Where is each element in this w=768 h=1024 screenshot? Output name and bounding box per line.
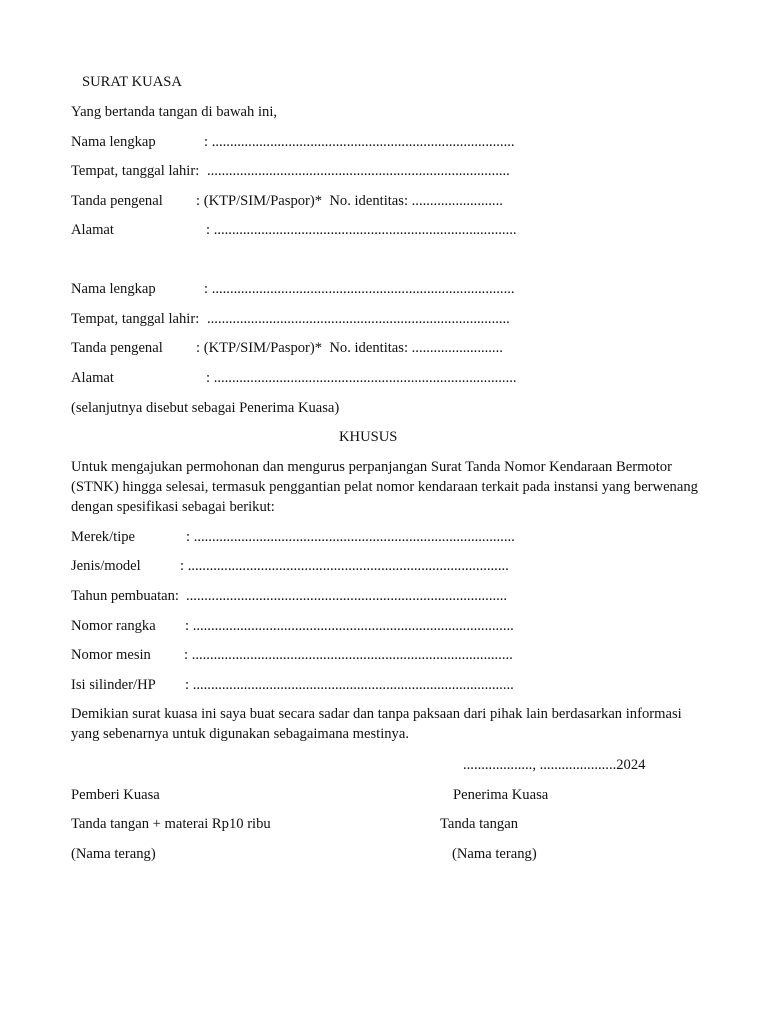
penerima-alamat-field: : ................................................................................... bbox=[206, 370, 517, 386]
pemberi-alamat-label: Alamat bbox=[71, 222, 114, 238]
document-title: SURAT KUASA bbox=[82, 74, 182, 90]
penerima-nama-label: Nama lengkap bbox=[71, 281, 156, 297]
pemberi-pengenal-label: Tanda pengenal bbox=[71, 193, 163, 209]
silinder-label: Isi silinder/HP bbox=[71, 677, 156, 693]
intro-text: Yang bertanda tangan di bawah ini, bbox=[71, 104, 278, 120]
penerima-ttl-label: Tempat, tanggal lahir: bbox=[71, 311, 200, 327]
penerima-pengenal-label: Tanda pengenal bbox=[71, 340, 163, 356]
penerima-note: (selanjutnya disebut sebagai Penerima Kuasa) bbox=[71, 400, 340, 416]
pemberi-ttl-label: Tempat, tanggal lahir: bbox=[71, 163, 200, 179]
tahun-label: Tahun pembuatan: bbox=[71, 588, 179, 604]
pemberi-kuasa-title: Pemberi Kuasa bbox=[71, 787, 160, 803]
closing-paragraph: Demikian surat kuasa ini saya buat secara sadar dan tanpa paksaan dari pihak lain berdasarkan informasi yang sebenarnya untuk digunakan sebagaimana mestinya. bbox=[71, 706, 682, 742]
pemberi-name: (Nama terang) bbox=[71, 846, 156, 862]
mesin-label: Nomor mesin bbox=[71, 647, 151, 663]
pemberi-alamat-field: : ................................................................................... bbox=[206, 222, 517, 238]
penerima-ttl-field: ................................................................................... bbox=[207, 311, 510, 327]
penerima-nama-field: : ................................................................................... bbox=[204, 281, 515, 297]
pemberi-pengenal-field: : (KTP/SIM/Paspor)* No. identitas: ......................... bbox=[196, 193, 503, 209]
jenis-label: Jenis/model bbox=[71, 558, 141, 574]
merek-label: Merek/tipe bbox=[71, 529, 136, 545]
khusus-heading: KHUSUS bbox=[339, 429, 398, 445]
rangka-field: : ........................................................................................ bbox=[185, 618, 514, 634]
penerima-alamat-label: Alamat bbox=[71, 370, 114, 386]
pemberi-nama-label: Nama lengkap bbox=[71, 134, 156, 150]
penerima-sign-note: Tanda tangan bbox=[440, 816, 518, 832]
penerima-pengenal-field: : (KTP/SIM/Paspor)* No. identitas: ......................... bbox=[196, 340, 503, 356]
merek-field: : ........................................................................................ bbox=[186, 529, 515, 545]
rangka-label: Nomor rangka bbox=[71, 618, 156, 634]
pemberi-sign-note: Tanda tangan + materai Rp10 ribu bbox=[71, 816, 271, 832]
jenis-field: : ........................................................................................ bbox=[180, 558, 509, 574]
pemberi-nama-field: : ................................................................................... bbox=[204, 134, 515, 150]
place-date: ..................., .....................2024 bbox=[463, 757, 646, 773]
tahun-field: ........................................................................................ bbox=[186, 588, 508, 604]
purpose-paragraph: Untuk mengajukan permohonan dan mengurus perpanjangan Surat Tanda Nomor Kendaraan Bermotor (STNK) hingga selesai, termasuk penggantian pelat nomor kendaraan terkait pada instansi yang berwenang dengan spesifikasi sebagai berikut: bbox=[71, 459, 698, 515]
penerima-kuasa-title: Penerima Kuasa bbox=[453, 787, 549, 803]
penerima-name: (Nama terang) bbox=[452, 846, 537, 862]
pemberi-ttl-field: ................................................................................... bbox=[207, 163, 510, 179]
mesin-field: : ........................................................................................ bbox=[184, 647, 513, 663]
silinder-field: : ........................................................................................ bbox=[185, 677, 514, 693]
